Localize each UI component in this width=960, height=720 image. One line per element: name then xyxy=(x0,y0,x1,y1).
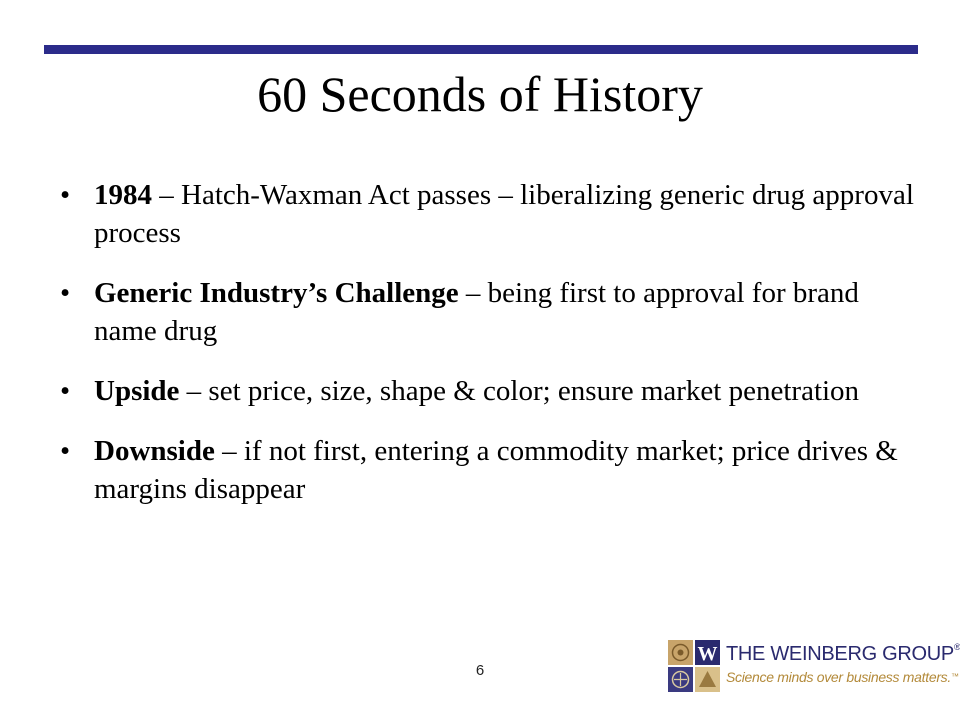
bullet-dot-icon: • xyxy=(60,435,71,467)
bullet-dot-icon: • xyxy=(60,179,71,211)
bullet-text: – if not first, entering a commodity market; price drives & margins disappear xyxy=(94,435,898,505)
svg-text:W: W xyxy=(697,643,718,665)
page-number: 6 xyxy=(475,662,485,679)
bullet-item xyxy=(60,372,920,410)
logo-company-name: THE WEINBERG GROUP® xyxy=(726,642,960,665)
bullet-list xyxy=(60,176,920,530)
title-rule xyxy=(44,45,918,54)
slide-title: 60 Seconds of History xyxy=(257,66,703,122)
bullet-item xyxy=(60,432,920,508)
bullet-item xyxy=(60,176,920,252)
bullet-lead: Upside xyxy=(94,375,180,407)
bullet-lead: 1984 xyxy=(94,179,152,211)
bullet-lead: Downside xyxy=(94,435,215,467)
logo-tagline: Science minds over business matters.™ xyxy=(726,669,959,685)
bullet-dot-icon: • xyxy=(60,277,71,309)
bullet-text: – set price, size, shape & color; ensure market penetration xyxy=(179,375,860,407)
bullet-item xyxy=(60,274,920,350)
bullet-lead: Generic Industry’s Challenge xyxy=(94,277,459,309)
bullet-text: – being first to approval for brand name drug xyxy=(94,277,859,347)
bullet-dot-icon: • xyxy=(60,375,71,407)
weinberg-logo-icon xyxy=(668,640,720,692)
company-logo xyxy=(668,640,960,692)
bullet-text: – Hatch-Waxman Act passes – liberalizing generic drug approval process xyxy=(94,179,914,249)
